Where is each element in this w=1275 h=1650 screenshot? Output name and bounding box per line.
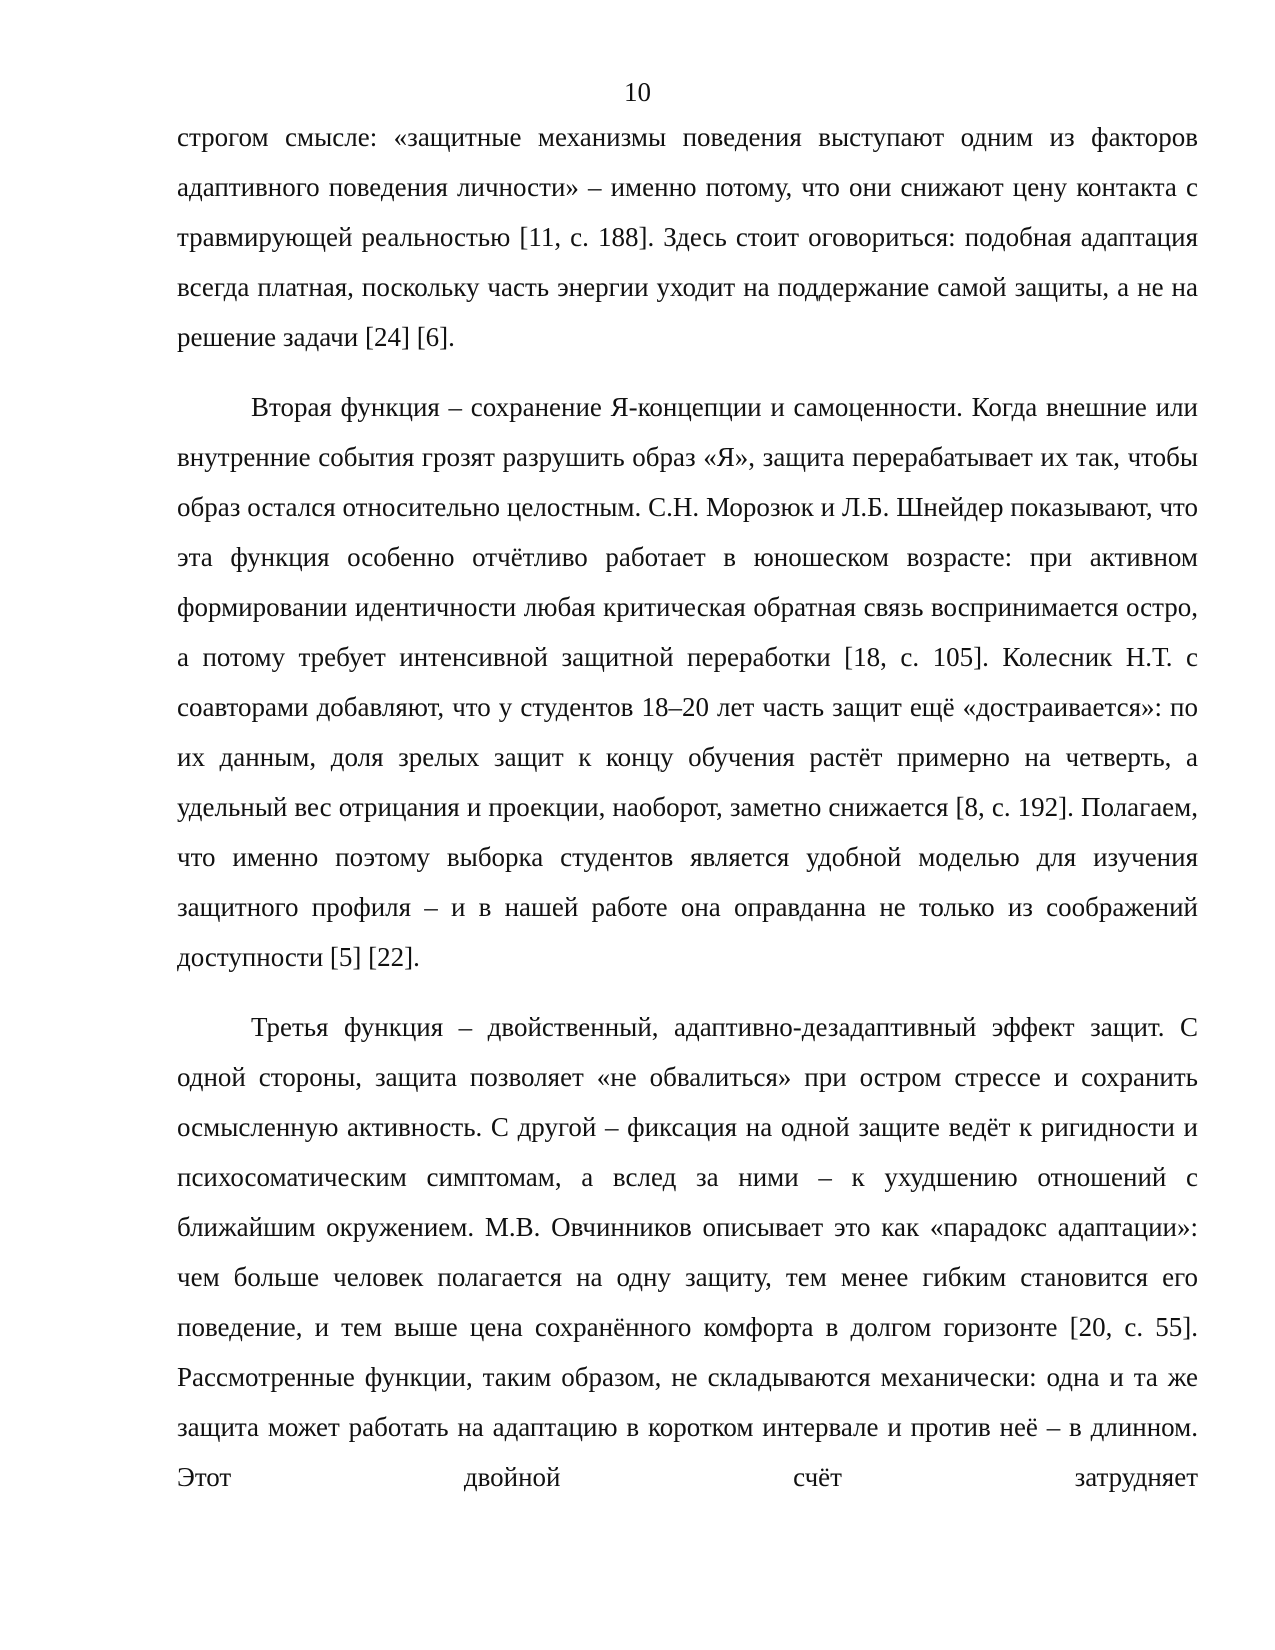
page-number: 10 (624, 77, 651, 107)
paragraph-1: строгом смысле: «защитные механизмы поведения выступают одним из факторов адаптивного поведения личности» – именно потому, что они снижают цену контакта с травмирующей реальностью [11, с. 188]. Здесь стоит оговориться: подобная адаптация всегда платная, поскольку часть энергии уходит на поддержание самой защиты, а не на решение задачи [24] [6]. (177, 122, 1198, 352)
paragraph-3: Третья функция – двойственный, адаптивно-дезадаптивный эффект защит. С одной стороны, защита позволяет «не обвалиться» при остром стрессе и сохранить осмысленную активность. С другой – фиксация на одной защите ведёт к ригидности и психосоматическим симптомам, а вслед за ними – к ухудшению отношений с ближайшим окружением. М.В. Овчинников описывает это как «парадокс адаптации»: чем больше человек полагается на одну защиту, тем менее гибким становится его поведение, и тем выше цена сохранённого комфорта в долгом горизонте [20, с. 55]. Рассмотренные функции, таким образом, не складываются механически: одна и та же защита может работать на адаптацию в коротком интервале и против неё – в длинном. Этот двойной счёт затрудняет (177, 1012, 1198, 1492)
paragraph-2: Вторая функция – сохранение Я-концепции и самоценности. Когда внешние или внутренние события грозят разрушить образ «Я», защита перерабатывает их так, чтобы образ остался относительно целостным. С.Н. Морозюк и Л.Б. Шнейдер показывают, что эта функция особенно отчётливо работает в юношеском возрасте: при активном формировании идентичности любая критическая обратная связь воспринимается остро, а потому требует интенсивной защитной переработки [18, с. 105]. Колесник Н.Т. с соавторами добавляют, что у студентов 18–20 лет часть защит ещё «достраивается»: по их данным, доля зрелых защит к концу обучения растёт примерно на четверть, а удельный вес отрицания и проекции, наоборот, заметно снижается [8, с. 192]. Полагаем, что именно поэтому выборка студентов является удобной моделью для изучения защитного профиля – и в нашей работе она оправданна не только из соображений доступности [5] [22]. (177, 392, 1198, 972)
body-text (177, 112, 1198, 1522)
